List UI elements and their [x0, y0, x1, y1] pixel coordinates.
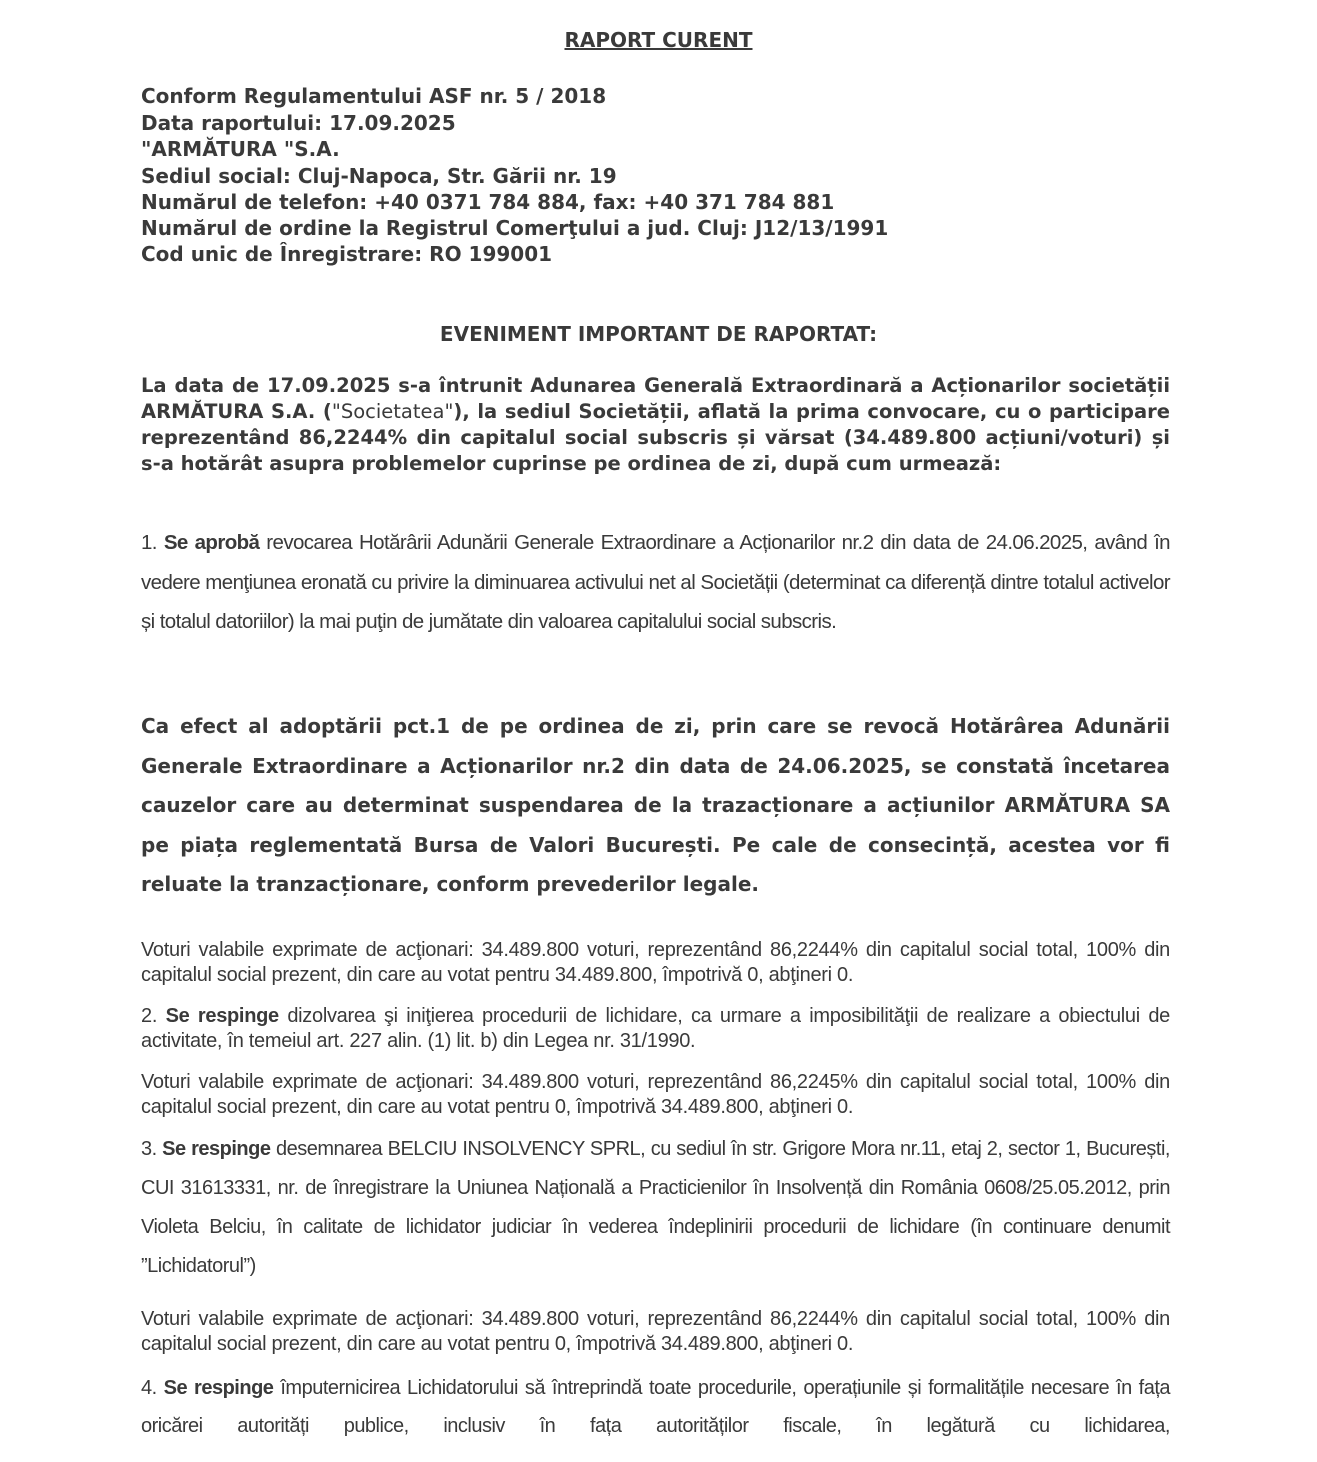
- votes-item-2: Voturi valabile exprimate de acţionari: 34.489.800 voturi, reprezentând 86,2245% din capitalul social total, 100% din capitalul social prezent, din care au votat pentru 0, împotrivă 34.489.800, abţineri 0.: [141, 1071, 1170, 1118]
- intro-paragraph: [141, 373, 1170, 477]
- intro-quote: "Societatea": [331, 400, 454, 423]
- registered-office-line: Sediul social: Cluj-Napoca, Str. Gării nr. 19: [141, 164, 617, 188]
- item-text: desemnarea BELCIU INSOLVENCY SPRL, cu sediul în str. Grigore Mora nr.11, etaj 2, sector 1, București, CUI 31613331, nr. de înregistrare la Uniunea Națională a Practicienilor în Insolvență din România 0608/25.05.2012, prin Violeta Belciu, în calitate de lichidator judiciar în vederea îndeplinirii procedurii de lichidare (în continuare denumit ”Lichidatorul”): [141, 1138, 1170, 1277]
- intro-part1: La data de 17.09.2025 s-a întrunit Adunarea Generală Extraordinară a Acționarilor societății ARMĂTURA S.A. (: [141, 374, 1170, 423]
- cui-line: Cod unic de Înregistrare: RO 199001: [141, 242, 553, 266]
- item-number: 2.: [141, 1005, 158, 1027]
- event-heading: EVENIMENT IMPORTANT DE RAPORTAT:: [439, 322, 878, 346]
- effect-paragraph: Ca efect al adoptării pct.1 de pe ordinea de zi, prin care se revocă Hotărârea Adunării Generale Extraordinare a Acționarilor nr.2 din data de 24.06.2025, se constată încetarea cauzelor care au determinat suspendarea de la trazacționare a acțiunilor ARMĂTURA SA pe piața reglementată Bursa de Valori București. Pe cale de consecință, acestea vor fi reluate la tranzacționare, conform prevederilor legale.: [141, 714, 1170, 896]
- item-verdict: Se aprobă: [163, 531, 260, 554]
- item-number: 3.: [141, 1138, 157, 1160]
- company-name-line: "ARMĂTURA "S.A.: [141, 137, 340, 161]
- report-date-line: Data raportului: 17.09.2025: [141, 111, 456, 135]
- phone-fax-line: Numărul de telefon: +40 0371 784 884, fax: +40 371 784 881: [141, 190, 835, 214]
- item-verdict: Se respinge: [163, 1377, 274, 1399]
- item-text: revocarea Hotărârii Adunării Generale Extraordinare a Acționarilor nr.2 din data de 24.06.2025, având în vedere menţiunea eronată cu privire la diminuarea activului net al Societății (determinat ca diferență dintre totalul activelor și totalul datoriilor) la mai puţin de jumătate din valoarea capitalului social subscris.: [141, 531, 1170, 633]
- agenda-item-1: [141, 523, 1170, 642]
- item-verdict: Se respinge: [162, 1138, 271, 1160]
- regulation-line: Conform Regulamentului ASF nr. 5 / 2018: [141, 84, 607, 108]
- item-number: 1.: [141, 531, 157, 554]
- agenda-item-3: [141, 1130, 1170, 1286]
- votes-item-3: Voturi valabile exprimate de acţionari: 34.489.800 voturi, reprezentând 86,2244% din capitalul social total, 100% din capitalul social prezent, din care au votat pentru 0, împotrivă 34.489.800, abţineri 0.: [141, 1308, 1170, 1355]
- agenda-item-2: [141, 1004, 1170, 1054]
- trade-register-line: Numărul de ordine la Registrul Comerţului a jud. Cluj: J12/13/1991: [141, 216, 889, 240]
- item-verdict: Se respinge: [165, 1005, 279, 1027]
- agenda-item-4: [141, 1369, 1170, 1445]
- item-text: împuternicirea Lichidatorului să întreprindă toate procedurile, operațiunile și formalitățile necesare în fața oricărei autorități publice, inclusiv în fața autorităților fiscale, în legătură cu lichidarea,: [141, 1377, 1170, 1437]
- intro-part2: ), la sediul Societății, aflată la prima convocare, cu o participare reprezentând 86,2244% din capitalul social subscris și vărsat (34.489.800 acțiuni/voturi) și s-a hotărât asupra problemelor cuprinse pe ordinea de zi, după cum urmează:: [141, 400, 1171, 475]
- report-title: RAPORT CURENT: [564, 28, 753, 52]
- item-number: 4.: [141, 1377, 157, 1399]
- votes-item-1: Voturi valabile exprimate de acţionari: 34.489.800 voturi, reprezentând 86,2244% din capitalul social total, 100% din capitalul social prezent, din care au votat pentru 34.489.800, împotrivă 0, abţineri 0.: [141, 939, 1170, 986]
- item-text: dizolvarea şi iniţierea procedurii de lichidare, ca urmare a imposibilităţii de realizare a obiectului de activitate, în temeiul art. 227 alin. (1) lit. b) din Legea nr. 31/1990.: [141, 1005, 1170, 1052]
